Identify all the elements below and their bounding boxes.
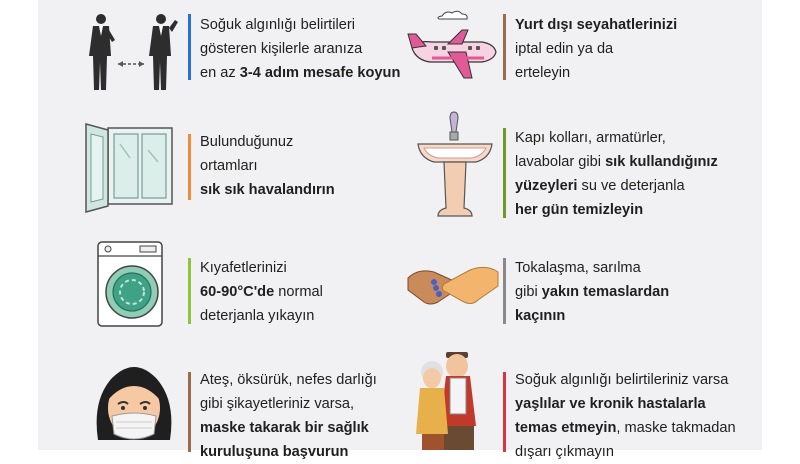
tip-accent-bar — [188, 372, 191, 452]
tip-line — [200, 280, 323, 304]
tip-text-regular: gösteren kişilerle aranıza — [200, 41, 363, 57]
tip-text-regular: su ve deterjanla — [577, 178, 685, 194]
tip-line — [515, 61, 677, 85]
tip-text-bold: 60-90°C'de — [200, 284, 275, 300]
airplane-icon — [404, 8, 500, 98]
open-window-icon — [84, 122, 180, 214]
tip-text-bold: Yurt dışı seyahatlerinizi — [515, 17, 678, 33]
tip-accent-bar — [503, 128, 506, 218]
distancing-people-icon — [86, 12, 182, 92]
tip-line — [200, 368, 377, 392]
tip-text-regular: iptal edin ya da — [515, 41, 614, 57]
tip-text-regular: Bulunduğunuz — [200, 134, 294, 150]
tip-line — [515, 304, 669, 328]
sink-faucet-icon — [414, 110, 496, 220]
tip-line — [200, 392, 377, 416]
tip-text — [515, 256, 669, 328]
tip-text-bold: sık sık havalandırın — [200, 182, 335, 198]
tip-line — [200, 256, 323, 280]
right-margin — [762, 0, 800, 450]
tip-line — [515, 13, 677, 37]
tip-line — [515, 440, 736, 464]
tip-text — [200, 256, 323, 328]
tip-line — [200, 416, 377, 440]
tip-line — [515, 416, 736, 440]
tip-text — [200, 13, 400, 85]
tip-line — [200, 61, 400, 85]
tip-line — [200, 154, 335, 178]
tip-text-regular: Tokalaşma, sarılma — [515, 260, 641, 276]
tip-line — [515, 174, 718, 198]
tip-text-regular: erteleyin — [515, 65, 571, 81]
tip-text-regular: Ateş, öksürük, nefes darlığı — [200, 372, 377, 388]
tip-text-regular: lavabolar gibi — [515, 154, 606, 170]
tip-text — [515, 13, 677, 85]
tip-line — [200, 440, 377, 464]
tip-text-bold: yakın temaslardan — [541, 284, 670, 300]
tip-accent-bar — [503, 258, 506, 324]
tip-accent-bar — [188, 134, 191, 200]
tip-accent-bar — [503, 14, 506, 80]
tip-text-bold: kuruluşuna başvurun — [200, 444, 349, 460]
tip-text — [200, 130, 335, 202]
tip-text-bold: sık kullandığınız — [605, 154, 718, 170]
tip-line — [200, 37, 400, 61]
tip-line — [515, 37, 677, 61]
elderly-couple-icon — [410, 348, 494, 450]
tip-text-bold: yaşlılar ve kronik hastalarla — [515, 396, 706, 412]
tip-text-regular: gibi şikayetleriniz varsa, — [200, 396, 355, 412]
tip-text-bold: temas etmeyin — [515, 420, 617, 436]
tip-text-bold: 3-4 adım mesafe koyun — [239, 65, 401, 81]
tip-text-regular: Kapı kolları, armatürler, — [515, 130, 666, 146]
tip-text-regular: en az — [200, 65, 240, 81]
tip-text-regular: deterjanla yıkayın — [200, 308, 315, 324]
tip-text-regular: Soğuk algınlığı belirtileriniz varsa — [515, 372, 729, 388]
tip-line — [200, 304, 323, 328]
tip-line — [515, 256, 669, 280]
tip-line — [200, 13, 400, 37]
masked-woman-icon — [92, 360, 176, 450]
tip-line — [515, 198, 718, 222]
tip-line — [515, 280, 669, 304]
tip-text-bold: kaçının — [515, 308, 566, 324]
tip-accent-bar — [188, 258, 191, 324]
left-margin — [0, 0, 38, 450]
tip-text-regular: normal — [274, 284, 323, 300]
handshake-icon — [406, 258, 500, 318]
tip-line — [515, 150, 718, 174]
tip-text-regular: Soğuk algınlığı belirtileri — [200, 17, 355, 33]
tip-text-regular: dışarı çıkmayın — [515, 444, 614, 460]
tip-accent-bar — [503, 372, 506, 452]
tip-line — [515, 368, 736, 392]
tip-line — [515, 392, 736, 416]
washing-machine-icon — [94, 238, 168, 330]
tip-text-bold: her gün temizleyin — [515, 202, 644, 218]
tip-text-regular: ortamları — [200, 158, 258, 174]
tip-line — [515, 126, 718, 150]
tip-text-bold: maske takarak bir sağlık — [200, 420, 369, 436]
tip-text — [515, 126, 718, 222]
tip-accent-bar — [188, 14, 191, 80]
tip-text-regular: Kıyafetlerinizi — [200, 260, 287, 276]
tip-text-bold: yüzeyleri — [515, 178, 578, 194]
tip-text-regular: gibi — [515, 284, 542, 300]
tip-line — [200, 130, 335, 154]
tip-text-regular: , maske takmadan — [616, 420, 736, 436]
tip-line — [200, 178, 335, 202]
